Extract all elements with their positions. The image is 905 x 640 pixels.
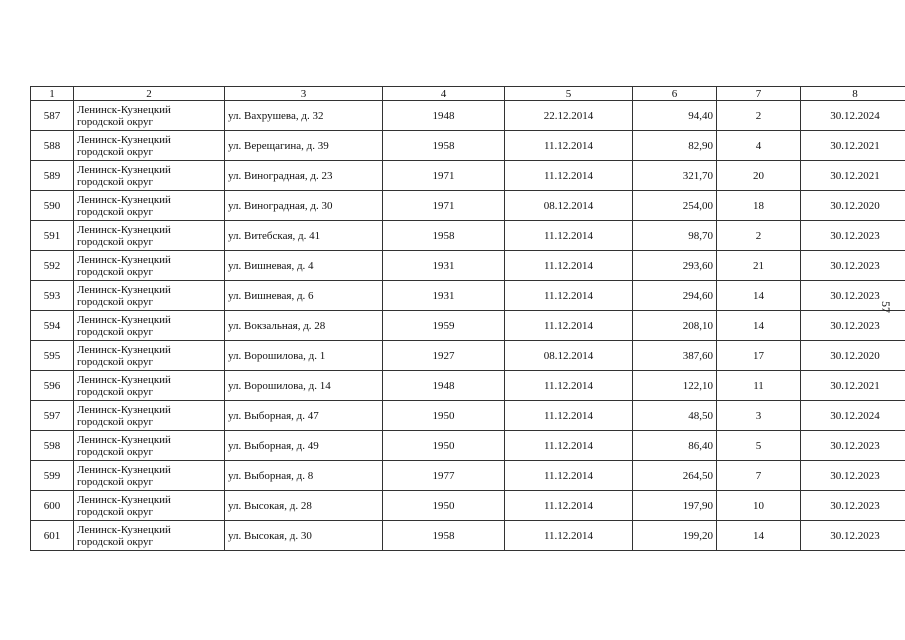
municipality-cell — [74, 341, 225, 371]
build-year-cell: 1977 — [383, 461, 505, 491]
municipality-name: Ленинск-Кузнецкий — [77, 253, 171, 266]
table-row — [31, 401, 905, 431]
deadline-cell: 30.12.2024 — [801, 401, 905, 431]
area-cell: 197,90 — [633, 491, 717, 521]
area-cell: 387,60 — [633, 341, 717, 371]
municipality-cell — [74, 521, 225, 551]
date-cell: 11.12.2014 — [505, 461, 633, 491]
municipality-cell — [74, 161, 225, 191]
area-cell: 321,70 — [633, 161, 717, 191]
build-year-cell: 1971 — [383, 161, 505, 191]
table-row — [31, 311, 905, 341]
municipality-name: Ленинск-Кузнецкий — [77, 403, 171, 416]
address-cell: ул. Вишневая, д. 4 — [225, 251, 383, 281]
municipality-type: городской округ — [77, 475, 154, 488]
municipality-name: Ленинск-Кузнецкий — [77, 493, 171, 506]
municipality-type: городской округ — [77, 385, 154, 398]
column-header: 4 — [383, 87, 505, 101]
address-cell: ул. Выборная, д. 49 — [225, 431, 383, 461]
column-header: 1 — [31, 87, 74, 101]
build-year-cell: 1948 — [383, 101, 505, 131]
municipality-cell — [74, 131, 225, 161]
address-cell: ул. Верещагина, д. 39 — [225, 131, 383, 161]
area-cell: 48,50 — [633, 401, 717, 431]
date-cell: 08.12.2014 — [505, 341, 633, 371]
row-number: 590 — [31, 191, 74, 221]
deadline-cell: 30.12.2023 — [801, 461, 905, 491]
address-cell: ул. Вахрушева, д. 32 — [225, 101, 383, 131]
row-number: 587 — [31, 101, 74, 131]
deadline-cell: 30.12.2020 — [801, 191, 905, 221]
municipality-name: Ленинск-Кузнецкий — [77, 523, 171, 536]
municipality-cell — [74, 491, 225, 521]
address-cell: ул. Ворошилова, д. 14 — [225, 371, 383, 401]
deadline-cell: 30.12.2021 — [801, 371, 905, 401]
area-cell: 208,10 — [633, 311, 717, 341]
row-number: 598 — [31, 431, 74, 461]
column-header: 6 — [633, 87, 717, 101]
date-cell: 11.12.2014 — [505, 311, 633, 341]
municipality-name: Ленинск-Кузнецкий — [77, 193, 171, 206]
date-cell: 11.12.2014 — [505, 521, 633, 551]
residents-count-cell: 4 — [717, 131, 801, 161]
deadline-cell: 30.12.2024 — [801, 101, 905, 131]
residents-count-cell: 2 — [717, 101, 801, 131]
residents-count-cell: 2 — [717, 221, 801, 251]
table-row — [31, 341, 905, 371]
date-cell: 11.12.2014 — [505, 431, 633, 461]
area-cell: 264,50 — [633, 461, 717, 491]
municipality-cell — [74, 431, 225, 461]
address-cell: ул. Высокая, д. 28 — [225, 491, 383, 521]
column-header: 7 — [717, 87, 801, 101]
date-cell: 11.12.2014 — [505, 401, 633, 431]
residents-count-cell: 21 — [717, 251, 801, 281]
row-number: 589 — [31, 161, 74, 191]
row-number: 595 — [31, 341, 74, 371]
area-cell: 122,10 — [633, 371, 717, 401]
table-row — [31, 521, 905, 551]
residents-count-cell: 14 — [717, 521, 801, 551]
row-number: 592 — [31, 251, 74, 281]
build-year-cell: 1958 — [383, 221, 505, 251]
address-cell: ул. Ворошилова, д. 1 — [225, 341, 383, 371]
row-number: 601 — [31, 521, 74, 551]
build-year-cell: 1958 — [383, 131, 505, 161]
municipality-name: Ленинск-Кузнецкий — [77, 223, 171, 236]
address-cell: ул. Витебская, д. 41 — [225, 221, 383, 251]
build-year-cell: 1931 — [383, 281, 505, 311]
date-cell: 11.12.2014 — [505, 281, 633, 311]
build-year-cell: 1931 — [383, 251, 505, 281]
address-cell: ул. Вишневая, д. 6 — [225, 281, 383, 311]
build-year-cell: 1971 — [383, 191, 505, 221]
residents-count-cell: 14 — [717, 311, 801, 341]
residents-count-cell: 17 — [717, 341, 801, 371]
address-cell: ул. Высокая, д. 30 — [225, 521, 383, 551]
area-cell: 294,60 — [633, 281, 717, 311]
area-cell: 254,00 — [633, 191, 717, 221]
deadline-cell: 30.12.2023 — [801, 281, 905, 311]
housing-registry-table — [30, 86, 905, 551]
date-cell: 11.12.2014 — [505, 491, 633, 521]
deadline-cell: 30.12.2021 — [801, 161, 905, 191]
date-cell: 11.12.2014 — [505, 221, 633, 251]
municipality-type: городской округ — [77, 355, 154, 368]
municipality-type: городской округ — [77, 415, 154, 428]
row-number: 596 — [31, 371, 74, 401]
municipality-name: Ленинск-Кузнецкий — [77, 373, 171, 386]
row-number: 597 — [31, 401, 74, 431]
column-header: 2 — [74, 87, 225, 101]
residents-count-cell: 20 — [717, 161, 801, 191]
table-row — [31, 131, 905, 161]
address-cell: ул. Выборная, д. 8 — [225, 461, 383, 491]
date-cell: 11.12.2014 — [505, 131, 633, 161]
build-year-cell: 1950 — [383, 491, 505, 521]
municipality-cell — [74, 101, 225, 131]
page-number: 57 — [879, 301, 893, 313]
row-number: 593 — [31, 281, 74, 311]
table-row — [31, 281, 905, 311]
municipality-name: Ленинск-Кузнецкий — [77, 313, 171, 326]
column-number-row — [31, 87, 905, 101]
residents-count-cell: 10 — [717, 491, 801, 521]
municipality-name: Ленинск-Кузнецкий — [77, 133, 171, 146]
table-row — [31, 251, 905, 281]
build-year-cell: 1950 — [383, 401, 505, 431]
deadline-cell: 30.12.2020 — [801, 341, 905, 371]
date-cell: 11.12.2014 — [505, 251, 633, 281]
residents-count-cell: 5 — [717, 431, 801, 461]
build-year-cell: 1948 — [383, 371, 505, 401]
municipality-cell — [74, 191, 225, 221]
row-number: 599 — [31, 461, 74, 491]
municipality-type: городской округ — [77, 445, 154, 458]
row-number: 591 — [31, 221, 74, 251]
residents-count-cell: 11 — [717, 371, 801, 401]
deadline-cell: 30.12.2023 — [801, 491, 905, 521]
residents-count-cell: 3 — [717, 401, 801, 431]
municipality-type: городской округ — [77, 265, 154, 278]
municipality-type: городской округ — [77, 175, 154, 188]
municipality-cell — [74, 401, 225, 431]
deadline-cell: 30.12.2023 — [801, 521, 905, 551]
column-header: 8 — [801, 87, 905, 101]
table-header — [31, 87, 905, 101]
municipality-name: Ленинск-Кузнецкий — [77, 343, 171, 356]
municipality-cell — [74, 251, 225, 281]
area-cell: 94,40 — [633, 101, 717, 131]
address-cell: ул. Виноградная, д. 23 — [225, 161, 383, 191]
table-row — [31, 491, 905, 521]
municipality-type: городской округ — [77, 535, 154, 548]
municipality-name: Ленинск-Кузнецкий — [77, 283, 171, 296]
table-row — [31, 371, 905, 401]
table-row — [31, 431, 905, 461]
area-cell: 98,70 — [633, 221, 717, 251]
date-cell: 22.12.2014 — [505, 101, 633, 131]
municipality-type: городской округ — [77, 325, 154, 338]
municipality-name: Ленинск-Кузнецкий — [77, 463, 171, 476]
municipality-cell — [74, 311, 225, 341]
address-cell: ул. Виноградная, д. 30 — [225, 191, 383, 221]
deadline-cell: 30.12.2023 — [801, 431, 905, 461]
deadline-cell: 30.12.2023 — [801, 221, 905, 251]
build-year-cell: 1950 — [383, 431, 505, 461]
table-row — [31, 191, 905, 221]
area-cell: 293,60 — [633, 251, 717, 281]
table-row — [31, 161, 905, 191]
column-header: 5 — [505, 87, 633, 101]
deadline-cell: 30.12.2023 — [801, 311, 905, 341]
row-number: 588 — [31, 131, 74, 161]
municipality-type: городской округ — [77, 505, 154, 518]
municipality-type: городской округ — [77, 295, 154, 308]
municipality-name: Ленинск-Кузнецкий — [77, 433, 171, 446]
municipality-cell — [74, 221, 225, 251]
table-row — [31, 101, 905, 131]
area-cell: 199,20 — [633, 521, 717, 551]
build-year-cell: 1959 — [383, 311, 505, 341]
row-number: 594 — [31, 311, 74, 341]
municipality-name: Ленинск-Кузнецкий — [77, 163, 171, 176]
municipality-cell — [74, 281, 225, 311]
column-header: 3 — [225, 87, 383, 101]
municipality-name: Ленинск-Кузнецкий — [77, 103, 171, 116]
municipality-type: городской округ — [77, 115, 154, 128]
area-cell: 82,90 — [633, 131, 717, 161]
date-cell: 11.12.2014 — [505, 371, 633, 401]
table-row — [31, 221, 905, 251]
municipality-cell — [74, 461, 225, 491]
deadline-cell: 30.12.2021 — [801, 131, 905, 161]
area-cell: 86,40 — [633, 431, 717, 461]
table-body — [31, 101, 905, 551]
residents-count-cell: 14 — [717, 281, 801, 311]
build-year-cell: 1958 — [383, 521, 505, 551]
date-cell: 11.12.2014 — [505, 161, 633, 191]
table-row — [31, 461, 905, 491]
municipality-type: городской округ — [77, 145, 154, 158]
row-number: 600 — [31, 491, 74, 521]
municipality-type: городской округ — [77, 205, 154, 218]
build-year-cell: 1927 — [383, 341, 505, 371]
date-cell: 08.12.2014 — [505, 191, 633, 221]
municipality-type: городской округ — [77, 235, 154, 248]
address-cell: ул. Выборная, д. 47 — [225, 401, 383, 431]
residents-count-cell: 18 — [717, 191, 801, 221]
municipality-cell — [74, 371, 225, 401]
deadline-cell: 30.12.2023 — [801, 251, 905, 281]
address-cell: ул. Вокзальная, д. 28 — [225, 311, 383, 341]
residents-count-cell: 7 — [717, 461, 801, 491]
